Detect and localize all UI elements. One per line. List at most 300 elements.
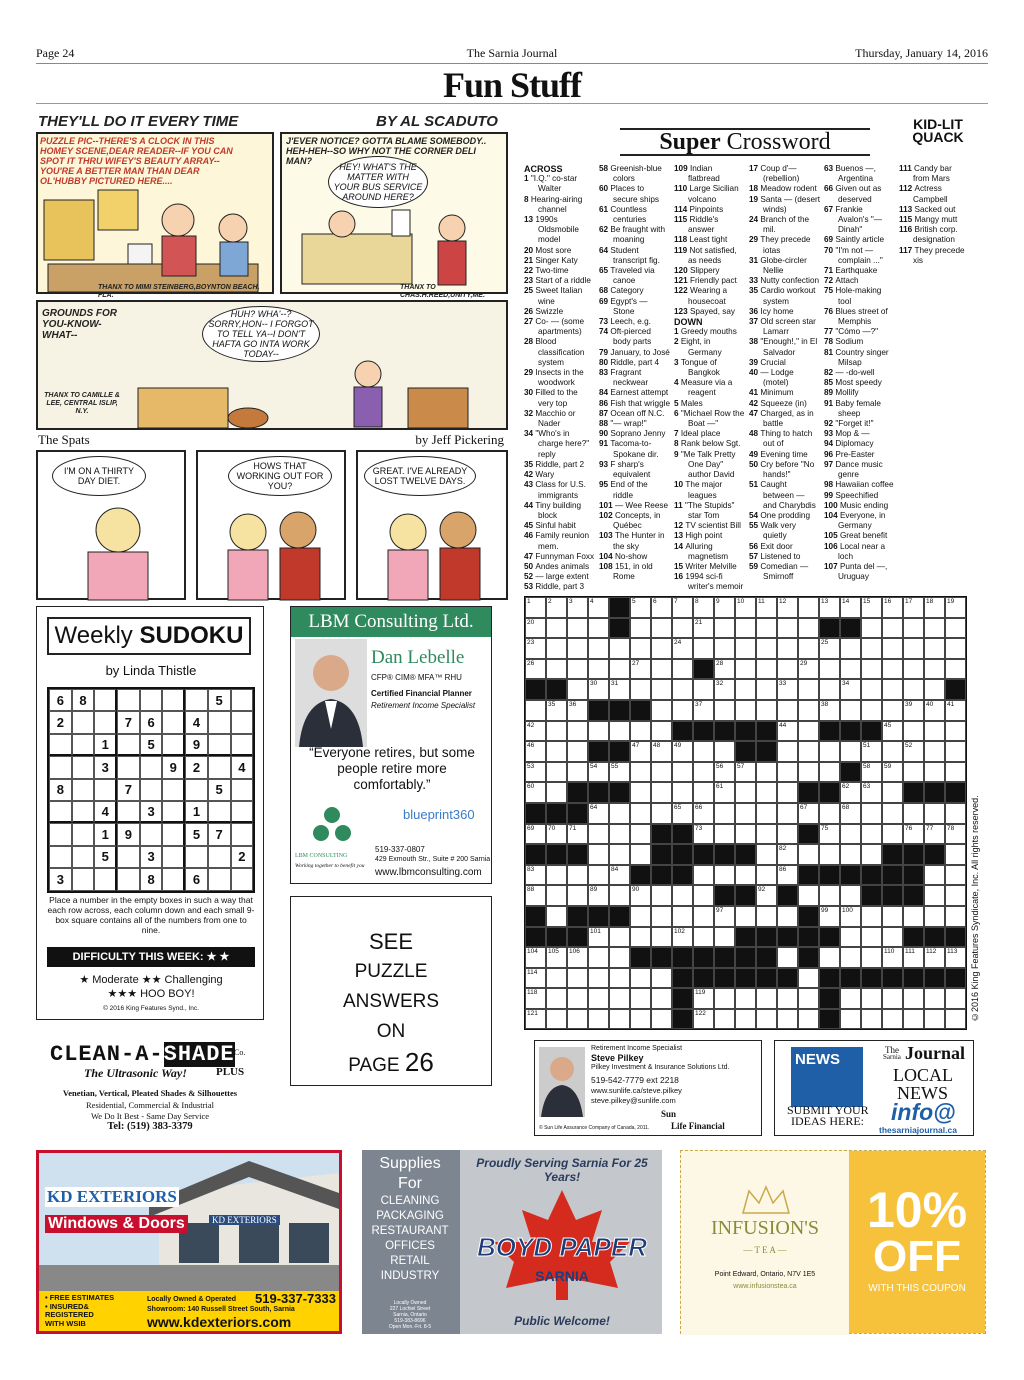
- crossword-cell[interactable]: [735, 824, 756, 845]
- crossword-cell[interactable]: [882, 638, 903, 659]
- crossword-cell[interactable]: [609, 968, 630, 989]
- crossword-cell[interactable]: [924, 865, 945, 886]
- crossword-cell[interactable]: [651, 988, 672, 1009]
- crossword-cell[interactable]: [651, 1009, 672, 1030]
- crossword-cell[interactable]: [714, 824, 735, 845]
- crossword-cell[interactable]: [588, 1009, 609, 1030]
- crossword-cell[interactable]: [903, 1009, 924, 1030]
- sudoku-empty-cell[interactable]: [94, 868, 117, 890]
- crossword-cell[interactable]: [861, 1009, 882, 1030]
- crossword-cell[interactable]: [861, 618, 882, 639]
- crossword-cell[interactable]: [651, 927, 672, 948]
- crossword-cell[interactable]: [798, 803, 819, 824]
- sudoku-empty-cell[interactable]: [231, 801, 254, 823]
- crossword-cell[interactable]: [588, 947, 609, 968]
- sudoku-empty-cell[interactable]: [231, 823, 254, 845]
- crossword-cell[interactable]: [945, 700, 966, 721]
- crossword-cell[interactable]: [567, 762, 588, 783]
- crossword-cell[interactable]: [819, 741, 840, 762]
- crossword-cell[interactable]: [924, 618, 945, 639]
- crossword-cell[interactable]: [756, 782, 777, 803]
- crossword-cell[interactable]: [525, 597, 546, 618]
- crossword-cell[interactable]: [945, 803, 966, 824]
- crossword-cell[interactable]: [567, 1009, 588, 1030]
- sudoku-empty-cell[interactable]: [140, 756, 163, 778]
- crossword-cell[interactable]: [819, 700, 840, 721]
- sudoku-empty-cell[interactable]: [162, 868, 185, 890]
- crossword-grid[interactable]: [524, 596, 967, 1030]
- sudoku-empty-cell[interactable]: [49, 756, 72, 778]
- crossword-cell[interactable]: [630, 679, 651, 700]
- crossword-cell[interactable]: [546, 865, 567, 886]
- crossword-cell[interactable]: [567, 618, 588, 639]
- crossword-cell[interactable]: [651, 968, 672, 989]
- crossword-cell[interactable]: [756, 1009, 777, 1030]
- crossword-cell[interactable]: [546, 988, 567, 1009]
- crossword-cell[interactable]: [945, 865, 966, 886]
- crossword-cell[interactable]: [651, 659, 672, 680]
- crossword-cell[interactable]: [798, 762, 819, 783]
- crossword-cell[interactable]: [819, 844, 840, 865]
- crossword-cell[interactable]: [819, 762, 840, 783]
- crossword-cell[interactable]: [903, 679, 924, 700]
- crossword-cell[interactable]: [861, 988, 882, 1009]
- crossword-cell[interactable]: [714, 988, 735, 1009]
- crossword-cell[interactable]: [882, 741, 903, 762]
- crossword-cell[interactable]: [924, 659, 945, 680]
- crossword-cell[interactable]: [756, 988, 777, 1009]
- crossword-cell[interactable]: [798, 844, 819, 865]
- crossword-cell[interactable]: [819, 824, 840, 845]
- crossword-cell[interactable]: [735, 782, 756, 803]
- crossword-cell[interactable]: [840, 659, 861, 680]
- crossword-cell[interactable]: [840, 988, 861, 1009]
- crossword-cell[interactable]: [903, 659, 924, 680]
- crossword-cell[interactable]: [861, 700, 882, 721]
- crossword-cell[interactable]: [924, 824, 945, 845]
- sudoku-empty-cell[interactable]: [94, 689, 117, 711]
- crossword-cell[interactable]: [777, 865, 798, 886]
- crossword-cell[interactable]: [735, 988, 756, 1009]
- crossword-cell[interactable]: [840, 947, 861, 968]
- crossword-cell[interactable]: [777, 618, 798, 639]
- crossword-cell[interactable]: [840, 803, 861, 824]
- crossword-cell[interactable]: [693, 638, 714, 659]
- sudoku-empty-cell[interactable]: [140, 779, 163, 801]
- crossword-cell[interactable]: [819, 947, 840, 968]
- crossword-cell[interactable]: [798, 659, 819, 680]
- crossword-cell[interactable]: [693, 865, 714, 886]
- crossword-cell[interactable]: [903, 906, 924, 927]
- crossword-cell[interactable]: [609, 988, 630, 1009]
- crossword-cell[interactable]: [798, 679, 819, 700]
- crossword-cell[interactable]: [945, 762, 966, 783]
- crossword-cell[interactable]: [693, 762, 714, 783]
- crossword-cell[interactable]: [861, 659, 882, 680]
- crossword-cell[interactable]: [630, 824, 651, 845]
- crossword-cell[interactable]: [777, 638, 798, 659]
- crossword-cell[interactable]: [924, 679, 945, 700]
- crossword-cell[interactable]: [609, 865, 630, 886]
- crossword-cell[interactable]: [693, 988, 714, 1009]
- crossword-cell[interactable]: [714, 679, 735, 700]
- crossword-cell[interactable]: [693, 597, 714, 618]
- crossword-cell[interactable]: [630, 927, 651, 948]
- crossword-cell[interactable]: [525, 721, 546, 742]
- crossword-cell[interactable]: [546, 782, 567, 803]
- crossword-cell[interactable]: [588, 638, 609, 659]
- crossword-cell[interactable]: [882, 659, 903, 680]
- crossword-cell[interactable]: [840, 906, 861, 927]
- crossword-cell[interactable]: [798, 721, 819, 742]
- crossword-cell[interactable]: [588, 885, 609, 906]
- crossword-cell[interactable]: [777, 824, 798, 845]
- crossword-cell[interactable]: [525, 988, 546, 1009]
- crossword-cell[interactable]: [651, 597, 672, 618]
- crossword-cell[interactable]: [924, 597, 945, 618]
- crossword-cell[interactable]: [693, 927, 714, 948]
- crossword-cell[interactable]: [609, 679, 630, 700]
- crossword-cell[interactable]: [840, 679, 861, 700]
- sudoku-empty-cell[interactable]: [117, 756, 140, 778]
- crossword-cell[interactable]: [819, 659, 840, 680]
- crossword-cell[interactable]: [525, 638, 546, 659]
- sudoku-empty-cell[interactable]: [162, 801, 185, 823]
- sudoku-grid[interactable]: [47, 687, 255, 893]
- crossword-cell[interactable]: [672, 679, 693, 700]
- crossword-cell[interactable]: [672, 638, 693, 659]
- crossword-cell[interactable]: [630, 803, 651, 824]
- crossword-cell[interactable]: [546, 597, 567, 618]
- crossword-cell[interactable]: [525, 762, 546, 783]
- sudoku-empty-cell[interactable]: [162, 734, 185, 756]
- crossword-cell[interactable]: [735, 700, 756, 721]
- crossword-cell[interactable]: [756, 659, 777, 680]
- crossword-cell[interactable]: [714, 659, 735, 680]
- crossword-cell[interactable]: [546, 824, 567, 845]
- sudoku-empty-cell[interactable]: [162, 779, 185, 801]
- crossword-cell[interactable]: [714, 927, 735, 948]
- crossword-cell[interactable]: [840, 638, 861, 659]
- crossword-cell[interactable]: [882, 679, 903, 700]
- crossword-cell[interactable]: [735, 865, 756, 886]
- sudoku-empty-cell[interactable]: [49, 846, 72, 868]
- crossword-cell[interactable]: [798, 1009, 819, 1030]
- sudoku-empty-cell[interactable]: [72, 868, 95, 890]
- crossword-cell[interactable]: [714, 638, 735, 659]
- crossword-cell[interactable]: [882, 597, 903, 618]
- crossword-cell[interactable]: [672, 927, 693, 948]
- crossword-cell[interactable]: [756, 865, 777, 886]
- crossword-cell[interactable]: [630, 762, 651, 783]
- crossword-cell[interactable]: [903, 638, 924, 659]
- crossword-cell[interactable]: [630, 906, 651, 927]
- crossword-cell[interactable]: [882, 927, 903, 948]
- sudoku-empty-cell[interactable]: [162, 689, 185, 711]
- sudoku-empty-cell[interactable]: [94, 711, 117, 733]
- crossword-cell[interactable]: [567, 968, 588, 989]
- crossword-cell[interactable]: [567, 885, 588, 906]
- journal-site[interactable]: thesarniajournal.ca: [879, 1125, 957, 1135]
- crossword-cell[interactable]: [861, 927, 882, 948]
- crossword-cell[interactable]: [924, 885, 945, 906]
- crossword-cell[interactable]: [525, 885, 546, 906]
- crossword-cell[interactable]: [588, 844, 609, 865]
- crossword-cell[interactable]: [714, 865, 735, 886]
- crossword-cell[interactable]: [651, 618, 672, 639]
- crossword-cell[interactable]: [693, 700, 714, 721]
- crossword-cell[interactable]: [525, 700, 546, 721]
- crossword-cell[interactable]: [861, 679, 882, 700]
- crossword-cell[interactable]: [525, 741, 546, 762]
- crossword-cell[interactable]: [924, 700, 945, 721]
- sudoku-empty-cell[interactable]: [185, 846, 208, 868]
- crossword-cell[interactable]: [861, 782, 882, 803]
- crossword-cell[interactable]: [609, 721, 630, 742]
- crossword-cell[interactable]: [651, 803, 672, 824]
- crossword-cell[interactable]: [693, 782, 714, 803]
- crossword-cell[interactable]: [756, 824, 777, 845]
- crossword-cell[interactable]: [882, 1009, 903, 1030]
- crossword-cell[interactable]: [882, 988, 903, 1009]
- crossword-cell[interactable]: [861, 597, 882, 618]
- crossword-cell[interactable]: [735, 618, 756, 639]
- crossword-cell[interactable]: [588, 988, 609, 1009]
- crossword-cell[interactable]: [714, 782, 735, 803]
- sudoku-empty-cell[interactable]: [162, 823, 185, 845]
- crossword-cell[interactable]: [777, 700, 798, 721]
- crossword-cell[interactable]: [735, 1009, 756, 1030]
- sudoku-empty-cell[interactable]: [162, 846, 185, 868]
- crossword-cell[interactable]: [945, 1009, 966, 1030]
- crossword-cell[interactable]: [924, 988, 945, 1009]
- crossword-cell[interactable]: [840, 927, 861, 948]
- crossword-cell[interactable]: [882, 721, 903, 742]
- crossword-cell[interactable]: [588, 762, 609, 783]
- crossword-cell[interactable]: [819, 638, 840, 659]
- crossword-cell[interactable]: [945, 618, 966, 639]
- sudoku-empty-cell[interactable]: [140, 689, 163, 711]
- crossword-cell[interactable]: [882, 803, 903, 824]
- crossword-cell[interactable]: [567, 700, 588, 721]
- crossword-cell[interactable]: [798, 988, 819, 1009]
- kd-website[interactable]: www.kdexteriors.com: [147, 1314, 292, 1330]
- crossword-cell[interactable]: [777, 741, 798, 762]
- crossword-cell[interactable]: [567, 988, 588, 1009]
- crossword-cell[interactable]: [693, 679, 714, 700]
- crossword-cell[interactable]: [756, 597, 777, 618]
- crossword-cell[interactable]: [924, 741, 945, 762]
- crossword-cell[interactable]: [840, 885, 861, 906]
- crossword-cell[interactable]: [924, 762, 945, 783]
- crossword-cell[interactable]: [714, 741, 735, 762]
- crossword-cell[interactable]: [735, 659, 756, 680]
- crossword-cell[interactable]: [903, 700, 924, 721]
- crossword-cell[interactable]: [819, 597, 840, 618]
- crossword-cell[interactable]: [693, 885, 714, 906]
- sudoku-empty-cell[interactable]: [162, 711, 185, 733]
- crossword-cell[interactable]: [861, 947, 882, 968]
- crossword-cell[interactable]: [777, 947, 798, 968]
- crossword-cell[interactable]: [714, 700, 735, 721]
- crossword-cell[interactable]: [630, 721, 651, 742]
- crossword-cell[interactable]: [588, 679, 609, 700]
- crossword-cell[interactable]: [798, 968, 819, 989]
- crossword-cell[interactable]: [651, 700, 672, 721]
- crossword-cell[interactable]: [525, 782, 546, 803]
- crossword-cell[interactable]: [693, 741, 714, 762]
- crossword-cell[interactable]: [735, 638, 756, 659]
- crossword-cell[interactable]: [861, 824, 882, 845]
- sudoku-empty-cell[interactable]: [49, 734, 72, 756]
- sudoku-empty-cell[interactable]: [185, 689, 208, 711]
- sunlife-email[interactable]: steve.pilkey@sunlife.com: [591, 1096, 676, 1105]
- crossword-cell[interactable]: [672, 700, 693, 721]
- crossword-cell[interactable]: [609, 844, 630, 865]
- crossword-cell[interactable]: [651, 782, 672, 803]
- crossword-cell[interactable]: [798, 618, 819, 639]
- sudoku-empty-cell[interactable]: [208, 846, 231, 868]
- crossword-cell[interactable]: [567, 824, 588, 845]
- crossword-cell[interactable]: [567, 597, 588, 618]
- sudoku-empty-cell[interactable]: [208, 711, 231, 733]
- crossword-cell[interactable]: [819, 906, 840, 927]
- crossword-cell[interactable]: [903, 618, 924, 639]
- crossword-cell[interactable]: [945, 885, 966, 906]
- sudoku-empty-cell[interactable]: [72, 846, 95, 868]
- crossword-cell[interactable]: [630, 782, 651, 803]
- crossword-cell[interactable]: [525, 865, 546, 886]
- sudoku-empty-cell[interactable]: [49, 823, 72, 845]
- sudoku-empty-cell[interactable]: [94, 779, 117, 801]
- crossword-cell[interactable]: [798, 700, 819, 721]
- sudoku-empty-cell[interactable]: [72, 711, 95, 733]
- crossword-cell[interactable]: [588, 968, 609, 989]
- crossword-cell[interactable]: [630, 597, 651, 618]
- crossword-cell[interactable]: [714, 906, 735, 927]
- crossword-cell[interactable]: [609, 638, 630, 659]
- crossword-cell[interactable]: [609, 927, 630, 948]
- crossword-cell[interactable]: [525, 947, 546, 968]
- crossword-cell[interactable]: [609, 803, 630, 824]
- crossword-cell[interactable]: [567, 947, 588, 968]
- crossword-cell[interactable]: [609, 659, 630, 680]
- crossword-cell[interactable]: [819, 679, 840, 700]
- crossword-cell[interactable]: [882, 762, 903, 783]
- crossword-cell[interactable]: [609, 885, 630, 906]
- crossword-cell[interactable]: [525, 618, 546, 639]
- crossword-cell[interactable]: [651, 906, 672, 927]
- crossword-cell[interactable]: [546, 721, 567, 742]
- crossword-cell[interactable]: [546, 906, 567, 927]
- crossword-cell[interactable]: [588, 865, 609, 886]
- sudoku-empty-cell[interactable]: [72, 734, 95, 756]
- sudoku-empty-cell[interactable]: [231, 689, 254, 711]
- sudoku-empty-cell[interactable]: [72, 823, 95, 845]
- crossword-cell[interactable]: [945, 638, 966, 659]
- crossword-cell[interactable]: [651, 885, 672, 906]
- crossword-cell[interactable]: [672, 762, 693, 783]
- crossword-cell[interactable]: [693, 1009, 714, 1030]
- crossword-cell[interactable]: [609, 1009, 630, 1030]
- crossword-cell[interactable]: [777, 906, 798, 927]
- crossword-cell[interactable]: [945, 947, 966, 968]
- crossword-cell[interactable]: [882, 618, 903, 639]
- crossword-cell[interactable]: [735, 906, 756, 927]
- crossword-cell[interactable]: [546, 885, 567, 906]
- crossword-cell[interactable]: [882, 906, 903, 927]
- sudoku-empty-cell[interactable]: [117, 734, 140, 756]
- crossword-cell[interactable]: [651, 679, 672, 700]
- crossword-cell[interactable]: [777, 988, 798, 1009]
- crossword-cell[interactable]: [714, 762, 735, 783]
- crossword-cell[interactable]: [840, 824, 861, 845]
- crossword-cell[interactable]: [630, 638, 651, 659]
- crossword-cell[interactable]: [546, 659, 567, 680]
- crossword-cell[interactable]: [588, 597, 609, 618]
- crossword-cell[interactable]: [756, 844, 777, 865]
- crossword-cell[interactable]: [819, 803, 840, 824]
- sudoku-empty-cell[interactable]: [231, 734, 254, 756]
- sudoku-empty-cell[interactable]: [208, 801, 231, 823]
- crossword-cell[interactable]: [777, 762, 798, 783]
- crossword-cell[interactable]: [735, 597, 756, 618]
- crossword-cell[interactable]: [672, 885, 693, 906]
- crossword-cell[interactable]: [882, 947, 903, 968]
- crossword-cell[interactable]: [651, 721, 672, 742]
- crossword-cell[interactable]: [924, 947, 945, 968]
- crossword-cell[interactable]: [924, 906, 945, 927]
- crossword-cell[interactable]: [735, 803, 756, 824]
- crossword-cell[interactable]: [588, 803, 609, 824]
- crossword-cell[interactable]: [903, 824, 924, 845]
- crossword-cell[interactable]: [567, 659, 588, 680]
- crossword-cell[interactable]: [588, 927, 609, 948]
- crossword-cell[interactable]: [798, 885, 819, 906]
- crossword-cell[interactable]: [861, 906, 882, 927]
- crossword-cell[interactable]: [630, 968, 651, 989]
- crossword-cell[interactable]: [693, 906, 714, 927]
- crossword-cell[interactable]: [903, 947, 924, 968]
- sudoku-empty-cell[interactable]: [117, 801, 140, 823]
- crossword-cell[interactable]: [798, 741, 819, 762]
- sudoku-empty-cell[interactable]: [140, 823, 163, 845]
- crossword-cell[interactable]: [756, 906, 777, 927]
- sudoku-empty-cell[interactable]: [117, 846, 140, 868]
- crossword-cell[interactable]: [840, 782, 861, 803]
- crossword-cell[interactable]: [777, 803, 798, 824]
- crossword-cell[interactable]: [945, 988, 966, 1009]
- crossword-cell[interactable]: [840, 1009, 861, 1030]
- crossword-cell[interactable]: [630, 1009, 651, 1030]
- crossword-cell[interactable]: [903, 597, 924, 618]
- crossword-cell[interactable]: [672, 782, 693, 803]
- crossword-cell[interactable]: [630, 618, 651, 639]
- crossword-cell[interactable]: [672, 803, 693, 824]
- crossword-cell[interactable]: [546, 968, 567, 989]
- crossword-cell[interactable]: [777, 721, 798, 742]
- crossword-cell[interactable]: [609, 824, 630, 845]
- crossword-cell[interactable]: [903, 988, 924, 1009]
- crossword-cell[interactable]: [609, 947, 630, 968]
- crossword-cell[interactable]: [882, 700, 903, 721]
- crossword-cell[interactable]: [756, 803, 777, 824]
- crossword-cell[interactable]: [756, 700, 777, 721]
- crossword-cell[interactable]: [777, 659, 798, 680]
- sudoku-empty-cell[interactable]: [117, 689, 140, 711]
- crossword-cell[interactable]: [567, 865, 588, 886]
- crossword-cell[interactable]: [672, 618, 693, 639]
